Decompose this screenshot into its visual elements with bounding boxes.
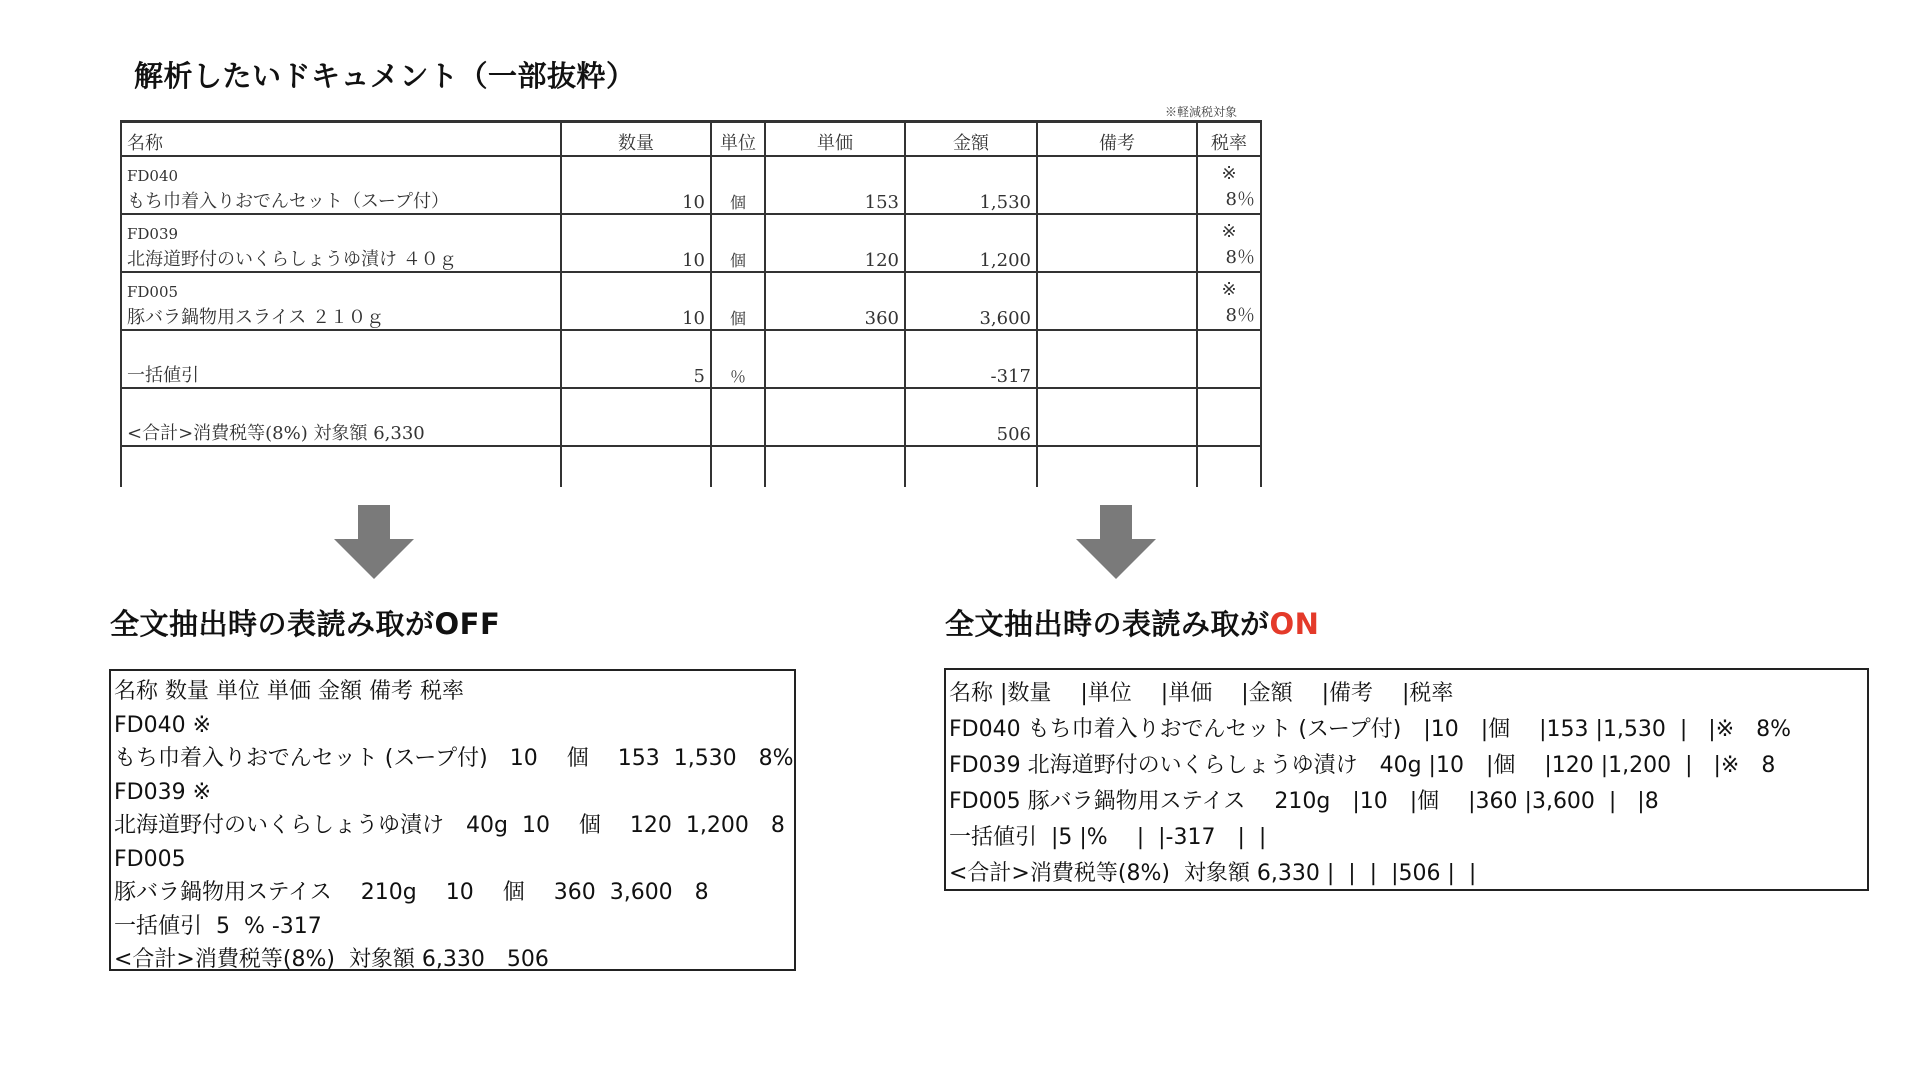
header-amount: 金額 bbox=[905, 122, 1037, 157]
item-name: 一括値引 bbox=[127, 365, 199, 386]
item-cell bbox=[121, 388, 561, 446]
header-name: 名称 bbox=[121, 122, 561, 157]
item-price bbox=[765, 330, 905, 388]
item-quantity: 5 bbox=[561, 330, 711, 388]
table-row bbox=[121, 330, 1261, 388]
result-line: 一括値引 |5 |% | |-317 | | bbox=[949, 825, 1267, 850]
document-title: 解析したいドキュメント（一部抜粋） bbox=[134, 59, 636, 93]
item-cell bbox=[121, 214, 561, 272]
table-row bbox=[121, 156, 1261, 214]
tax-mark: ※ bbox=[1221, 163, 1237, 184]
result-line: 一括値引 5 % -317 bbox=[114, 913, 322, 939]
header-unit-price: 単価 bbox=[765, 122, 905, 157]
item-price: 120 bbox=[765, 214, 905, 272]
item-name: もち巾着入りおでんセット（スープ付） bbox=[127, 191, 450, 212]
item-note bbox=[1037, 156, 1197, 214]
empty-cell bbox=[561, 446, 711, 487]
table-reading-off-heading: 全文抽出時の表読み取がOFF bbox=[110, 607, 501, 641]
table-row bbox=[121, 272, 1261, 330]
table-header-row bbox=[121, 122, 1261, 157]
table-empty-row bbox=[121, 446, 1261, 487]
item-quantity bbox=[561, 388, 711, 446]
result-line: 名称 数量 単位 単価 金額 備考 税率 bbox=[114, 679, 464, 704]
item-cell bbox=[121, 330, 561, 388]
on-label: ON bbox=[1269, 607, 1320, 641]
result-line: FD039 ※ bbox=[114, 779, 212, 805]
item-note bbox=[1037, 388, 1197, 446]
down-arrow-icon bbox=[334, 505, 414, 581]
result-line: FD039 北海道野付のいくらしょうゆ漬け 40g |10 |個 |120 |1,200 | |※ 8 bbox=[949, 753, 1776, 778]
item-tax-cell bbox=[1197, 214, 1261, 272]
item-unit: 個 bbox=[711, 214, 765, 272]
header-note: 備考 bbox=[1037, 122, 1197, 157]
item-name: <合計>消費税等(8%) 対象額 6,330 bbox=[127, 423, 425, 444]
result-line: FD040 ※ bbox=[114, 712, 212, 738]
result-line: 北海道野付のいくらしょうゆ漬け 40g 10 個 120 1,200 8 bbox=[114, 813, 785, 838]
result-line: FD040 もち巾着入りおでんセット (スープ付) |10 |個 |153 |1,530 | |※ 8% bbox=[949, 717, 1792, 742]
on-heading-prefix: 全文抽出時の表読み取が bbox=[945, 607, 1270, 641]
result-line: <合計>消費税等(8%) 対象額 6,330 | | | |506 | | bbox=[949, 861, 1477, 886]
tax-mark: ※ bbox=[1221, 221, 1237, 242]
item-amount: 1,530 bbox=[905, 156, 1037, 214]
item-code: FD005 bbox=[127, 283, 179, 301]
item-unit bbox=[711, 388, 765, 446]
tax-rate: 8％ bbox=[1225, 247, 1255, 268]
item-cell bbox=[121, 272, 561, 330]
item-note bbox=[1037, 330, 1197, 388]
table-row bbox=[121, 388, 1261, 446]
item-unit: 個 bbox=[711, 272, 765, 330]
item-name: 豚バラ鍋物用スライス ２１０ｇ bbox=[127, 307, 385, 328]
extraction-result-off bbox=[109, 669, 796, 971]
empty-cell bbox=[121, 446, 561, 487]
item-amount: 3,600 bbox=[905, 272, 1037, 330]
empty-cell bbox=[905, 446, 1037, 487]
source-document-table bbox=[120, 120, 1262, 487]
header-quantity: 数量 bbox=[561, 122, 711, 157]
result-line: 豚バラ鍋物用ステイス 210g 10 個 360 3,600 8 bbox=[114, 880, 709, 905]
table-reading-on-heading bbox=[945, 602, 1319, 643]
item-unit: ％ bbox=[711, 330, 765, 388]
result-line: <合計>消費税等(8%) 対象額 6,330 506 bbox=[114, 947, 549, 972]
item-amount: 506 bbox=[905, 388, 1037, 446]
header-tax-rate: 税率 bbox=[1197, 122, 1261, 157]
item-name: 北海道野付のいくらしょうゆ漬け ４０ｇ bbox=[127, 249, 457, 270]
item-tax-cell bbox=[1197, 330, 1261, 388]
result-line: FD005 bbox=[114, 846, 186, 872]
item-tax-cell bbox=[1197, 388, 1261, 446]
item-quantity: 10 bbox=[561, 156, 711, 214]
empty-cell bbox=[1197, 446, 1261, 487]
item-code: FD040 bbox=[127, 167, 179, 185]
item-amount: -317 bbox=[905, 330, 1037, 388]
item-price: 153 bbox=[765, 156, 905, 214]
item-code: FD039 bbox=[127, 225, 179, 243]
empty-cell bbox=[711, 446, 765, 487]
item-tax-cell bbox=[1197, 156, 1261, 214]
item-note bbox=[1037, 214, 1197, 272]
header-unit: 単位 bbox=[711, 122, 765, 157]
item-unit: 個 bbox=[711, 156, 765, 214]
item-tax-cell bbox=[1197, 272, 1261, 330]
reduced-tax-note: ※軽減税対象 bbox=[1165, 105, 1238, 119]
item-note bbox=[1037, 272, 1197, 330]
item-price bbox=[765, 388, 905, 446]
item-amount: 1,200 bbox=[905, 214, 1037, 272]
tax-rate: 8％ bbox=[1225, 189, 1255, 210]
empty-cell bbox=[765, 446, 905, 487]
tax-rate: 8％ bbox=[1225, 305, 1255, 326]
item-quantity: 10 bbox=[561, 214, 711, 272]
down-arrow-icon bbox=[1076, 505, 1156, 581]
empty-cell bbox=[1037, 446, 1197, 487]
extraction-result-on bbox=[944, 668, 1869, 891]
result-line: FD005 豚バラ鍋物用ステイス 210g |10 |個 |360 |3,600 | |8 bbox=[949, 789, 1659, 814]
result-line: もち巾着入りおでんセット (スープ付) 10 個 153 1,530 8% bbox=[114, 746, 794, 771]
tax-mark: ※ bbox=[1221, 279, 1237, 300]
table-row bbox=[121, 214, 1261, 272]
item-price: 360 bbox=[765, 272, 905, 330]
item-cell bbox=[121, 156, 561, 214]
item-quantity: 10 bbox=[561, 272, 711, 330]
result-line: 名称 |数量 |単位 |単価 |金額 |備考 |税率 bbox=[949, 681, 1454, 706]
